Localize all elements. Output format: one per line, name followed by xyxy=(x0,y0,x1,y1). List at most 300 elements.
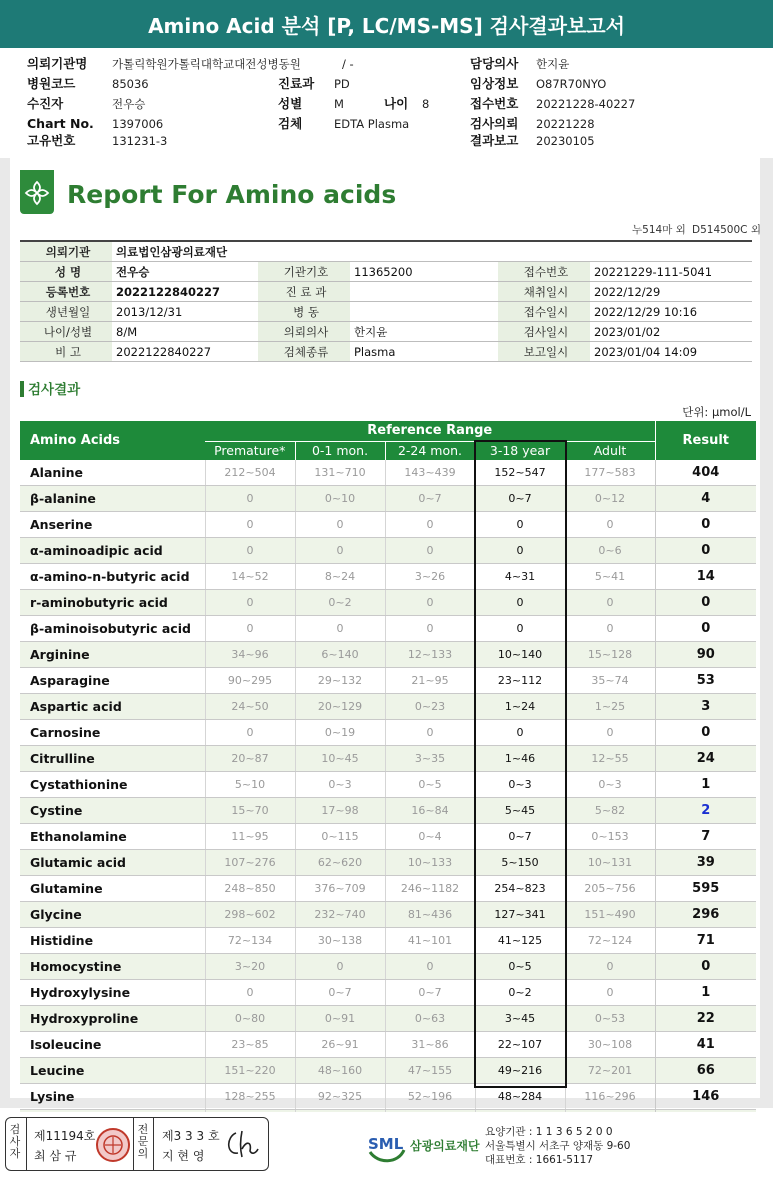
info-label: 채취일시 xyxy=(498,282,590,302)
info-label: 보고일시 xyxy=(498,342,590,362)
patient-info-row xyxy=(20,241,752,262)
header-value: 1397006 xyxy=(112,117,164,131)
table-row xyxy=(20,954,756,980)
result-value: 14 xyxy=(655,564,756,590)
amino-acid-name: Histidine xyxy=(20,928,205,954)
reference-value: 5~45 xyxy=(475,798,565,824)
result-value: 22 xyxy=(655,1006,756,1032)
reference-value: 10~140 xyxy=(475,642,565,668)
reference-value: 254~823 xyxy=(475,876,565,902)
amino-acid-name: r-aminobutyric acid xyxy=(20,590,205,616)
amino-acid-name: Asparagine xyxy=(20,668,205,694)
reference-value: 5~82 xyxy=(565,798,655,824)
table-row xyxy=(20,642,756,668)
reference-value: 72~201 xyxy=(565,1058,655,1084)
reference-value: 29~132 xyxy=(295,668,385,694)
info-label: 등록번호 xyxy=(20,282,112,302)
reference-value: 5~150 xyxy=(475,850,565,876)
header-value: 131231-3 xyxy=(112,134,168,148)
reference-value: 23~85 xyxy=(205,1032,295,1058)
signature-icon xyxy=(222,1127,262,1161)
lab-name: 삼광의료재단 xyxy=(410,1139,480,1153)
result-value: 3 xyxy=(655,694,756,720)
reference-value: 212~504 xyxy=(205,460,295,486)
info-value: 2022/12/29 10:16 xyxy=(590,302,752,322)
info-value: 2022/12/29 xyxy=(590,282,752,302)
inspector-name: 최 삼 규 xyxy=(34,1149,77,1163)
result-value: 53 xyxy=(655,668,756,694)
divider xyxy=(153,1117,154,1171)
reference-value: 0 xyxy=(295,538,385,564)
amino-acid-name: Carnosine xyxy=(20,720,205,746)
sml-logo-icon xyxy=(366,1124,406,1164)
table-row xyxy=(20,1032,756,1058)
reference-value: 151~220 xyxy=(205,1058,295,1084)
reference-value: 20~87 xyxy=(205,746,295,772)
amino-acid-name: Ethanolamine xyxy=(20,824,205,850)
reference-value: 0 xyxy=(565,512,655,538)
result-value: 24 xyxy=(655,746,756,772)
reference-value: 0 xyxy=(385,720,475,746)
patient-info-table xyxy=(20,240,752,362)
info-label: 진 료 과 xyxy=(258,282,350,302)
reference-value: 0~153 xyxy=(565,824,655,850)
info-value xyxy=(350,282,498,302)
reference-value: 298~602 xyxy=(205,902,295,928)
reference-value: 10~133 xyxy=(385,850,475,876)
reference-value: 0~10 xyxy=(295,486,385,512)
info-value: 20221229-111-5041 xyxy=(590,262,752,282)
info-label: 검사일시 xyxy=(498,322,590,342)
reference-value: 24~50 xyxy=(205,694,295,720)
reference-value: 0~7 xyxy=(475,824,565,850)
result-value: 0 xyxy=(655,512,756,538)
reference-value: 0~2 xyxy=(475,980,565,1006)
reference-value: 3~26 xyxy=(385,564,475,590)
divider xyxy=(133,1117,134,1171)
header-value: 20221228 xyxy=(536,117,595,131)
reference-value: 127~341 xyxy=(475,902,565,928)
table-row xyxy=(20,668,756,694)
reference-value: 5~41 xyxy=(565,564,655,590)
header-value: 20230105 xyxy=(536,134,595,148)
info-value: Plasma xyxy=(350,342,498,362)
reference-value: 72~134 xyxy=(205,928,295,954)
result-value: 41 xyxy=(655,1032,756,1058)
reference-value: 0~115 xyxy=(295,824,385,850)
report-code: 누514마 외 xyxy=(632,224,686,236)
reference-value: 0~3 xyxy=(565,772,655,798)
reference-value: 0 xyxy=(565,980,655,1006)
info-value: 2023/01/02 xyxy=(590,322,752,342)
reference-value: 20~129 xyxy=(295,694,385,720)
reference-value: 1~46 xyxy=(475,746,565,772)
info-value: 한지윤 xyxy=(350,322,498,342)
info-value: 11365200 xyxy=(350,262,498,282)
patient-info-row xyxy=(20,262,752,282)
reference-value: 0 xyxy=(205,590,295,616)
reference-value: 0~3 xyxy=(475,772,565,798)
header-value: O87R70NYO xyxy=(536,77,607,91)
table-row xyxy=(20,1084,756,1110)
result-value: 66 xyxy=(655,1058,756,1084)
reference-value: 1~24 xyxy=(475,694,565,720)
result-value: 2 xyxy=(655,798,756,824)
reference-value: 246~1182 xyxy=(385,876,475,902)
col-amino-acids: Amino Acids xyxy=(20,421,205,460)
info-value xyxy=(350,302,498,322)
reference-value: 15~128 xyxy=(565,642,655,668)
table-row xyxy=(20,876,756,902)
reference-value: 16~84 xyxy=(385,798,475,824)
reference-value: 15~70 xyxy=(205,798,295,824)
reference-value: 0~7 xyxy=(475,486,565,512)
reference-value: 0 xyxy=(475,720,565,746)
amino-acid-name: Alanine xyxy=(20,460,205,486)
reference-value: 6~140 xyxy=(295,642,385,668)
info-value: 2013/12/31 xyxy=(112,302,258,322)
patient-info-row xyxy=(20,342,752,362)
section-bar xyxy=(20,381,24,397)
header-label: 성별 xyxy=(278,96,303,111)
lab-info-line: 대표번호 : 1661-5117 xyxy=(485,1154,594,1166)
result-value: 404 xyxy=(655,460,756,486)
reference-value: 92~325 xyxy=(295,1084,385,1110)
col-age-3: 3-18 year xyxy=(475,441,565,460)
reference-value: 21~95 xyxy=(385,668,475,694)
amino-acid-name: Leucine xyxy=(20,1058,205,1084)
result-value: 7 xyxy=(655,824,756,850)
table-row xyxy=(20,980,756,1006)
reference-value: 10~131 xyxy=(565,850,655,876)
header-label: 나이 xyxy=(384,96,409,111)
reference-value: 0~80 xyxy=(205,1006,295,1032)
reference-value: 30~108 xyxy=(565,1032,655,1058)
reference-value: 0~5 xyxy=(475,954,565,980)
result-value: 0 xyxy=(655,590,756,616)
reference-value: 31~86 xyxy=(385,1032,475,1058)
reference-value: 41~125 xyxy=(475,928,565,954)
info-label: 나이/성별 xyxy=(20,322,112,342)
reference-value: 0~2 xyxy=(295,590,385,616)
table-row xyxy=(20,928,756,954)
header-value: M xyxy=(334,97,344,111)
reference-value: 3~35 xyxy=(385,746,475,772)
col-age-4: Adult xyxy=(565,441,655,460)
header-label: 접수번호 xyxy=(470,96,519,111)
info-value: 2022122840227 xyxy=(112,342,258,362)
result-value: 0 xyxy=(655,954,756,980)
reference-value: 0 xyxy=(205,980,295,1006)
amino-acid-name: β-aminoisobutyric acid xyxy=(20,616,205,642)
result-value: 71 xyxy=(655,928,756,954)
reference-value: 0~53 xyxy=(565,1006,655,1032)
reference-value: 72~124 xyxy=(565,928,655,954)
info-label: 비 고 xyxy=(20,342,112,362)
amino-acid-name: Arginine xyxy=(20,642,205,668)
reference-value: 131~710 xyxy=(295,460,385,486)
header-value: / - xyxy=(342,57,354,71)
inspector-number: 제11194호 xyxy=(34,1129,96,1143)
table-row xyxy=(20,590,756,616)
table-row xyxy=(20,460,756,486)
reference-value: 0~91 xyxy=(295,1006,385,1032)
table-row xyxy=(20,798,756,824)
table-row xyxy=(20,616,756,642)
reference-value: 23~112 xyxy=(475,668,565,694)
header-label: 담당의사 xyxy=(470,56,519,71)
info-label: 생년월일 xyxy=(20,302,112,322)
amino-acid-name: Lysine xyxy=(20,1084,205,1110)
reference-value: 151~490 xyxy=(565,902,655,928)
lab-logo-icon xyxy=(20,170,54,214)
amino-acid-name: Hydroxyproline xyxy=(20,1006,205,1032)
reference-value: 34~96 xyxy=(205,642,295,668)
reference-value: 0~7 xyxy=(385,980,475,1006)
header-label: 진료과 xyxy=(278,76,315,91)
unit-label: 단위: μmol/L xyxy=(682,405,751,419)
reference-value: 0 xyxy=(565,590,655,616)
table-row xyxy=(20,746,756,772)
amino-acid-name: Hydroxylysine xyxy=(20,980,205,1006)
divider xyxy=(26,1117,27,1171)
reference-value: 48~160 xyxy=(295,1058,385,1084)
reference-value: 14~52 xyxy=(205,564,295,590)
reference-value: 205~756 xyxy=(565,876,655,902)
header-value: 가톨릭학원가톨릭대학교대전성병동원 xyxy=(112,57,301,71)
section-title-text: 검사결과 xyxy=(28,382,81,398)
reference-value: 5~10 xyxy=(205,772,295,798)
reference-value: 0 xyxy=(295,512,385,538)
reference-value: 116~296 xyxy=(565,1084,655,1110)
info-value: 2023/01/04 14:09 xyxy=(590,342,752,362)
reference-value: 0 xyxy=(475,538,565,564)
reference-value: 0 xyxy=(385,954,475,980)
report-subtitle: Report For Amino acids xyxy=(67,180,397,209)
table-row xyxy=(20,1058,756,1084)
result-value: 1 xyxy=(655,772,756,798)
info-value: 의료법인삼광의료재단 xyxy=(112,241,752,262)
result-value: 4 xyxy=(655,486,756,512)
header-label: 결과보고 xyxy=(470,133,519,148)
reference-value: 376~709 xyxy=(295,876,385,902)
table-row xyxy=(20,824,756,850)
reference-value: 3~20 xyxy=(205,954,295,980)
reference-value: 35~74 xyxy=(565,668,655,694)
reference-value: 0 xyxy=(565,720,655,746)
result-value: 0 xyxy=(655,538,756,564)
reference-value: 8~24 xyxy=(295,564,385,590)
amino-acid-table xyxy=(20,421,756,1136)
reference-value: 48~284 xyxy=(475,1084,565,1110)
reference-value: 0 xyxy=(385,616,475,642)
info-label: 접수번호 xyxy=(498,262,590,282)
reference-value: 4~31 xyxy=(475,564,565,590)
reference-value: 0~7 xyxy=(295,980,385,1006)
reference-value: 0~5 xyxy=(385,772,475,798)
reference-value: 0~23 xyxy=(385,694,475,720)
reference-value: 30~138 xyxy=(295,928,385,954)
reference-value: 0~3 xyxy=(295,772,385,798)
reference-value: 49~216 xyxy=(475,1058,565,1084)
reference-value: 107~276 xyxy=(205,850,295,876)
table-row xyxy=(20,538,756,564)
reference-value: 0~19 xyxy=(295,720,385,746)
result-value: 296 xyxy=(655,902,756,928)
table-row xyxy=(20,902,756,928)
result-value: 39 xyxy=(655,850,756,876)
info-label: 의뢰기관 xyxy=(20,241,112,262)
info-label: 접수일시 xyxy=(498,302,590,322)
reference-value: 47~155 xyxy=(385,1058,475,1084)
reference-value: 1~25 xyxy=(565,694,655,720)
reference-value: 0 xyxy=(475,590,565,616)
report-main-title: Amino Acid 분석 [P, LC/MS-MS] 검사결과보고서 xyxy=(148,14,625,38)
info-label: 검체종류 xyxy=(258,342,350,362)
reference-value: 0~4 xyxy=(385,824,475,850)
reference-value: 81~436 xyxy=(385,902,475,928)
reference-value: 12~133 xyxy=(385,642,475,668)
header-value: 20221228-40227 xyxy=(536,97,636,111)
reference-value: 0 xyxy=(205,486,295,512)
patient-info-row xyxy=(20,322,752,342)
table-row xyxy=(20,772,756,798)
reference-value: 0~6 xyxy=(565,538,655,564)
header-value: PD xyxy=(334,77,350,91)
amino-acid-name: Cystathionine xyxy=(20,772,205,798)
info-label: 병 동 xyxy=(258,302,350,322)
reference-value: 0 xyxy=(295,954,385,980)
report-code: D514500C 외 xyxy=(692,224,761,236)
reference-value: 177~583 xyxy=(565,460,655,486)
table-row xyxy=(20,720,756,746)
table-row xyxy=(20,564,756,590)
lab-info-line: 요양기관 : 1 1 3 6 5 2 0 0 xyxy=(485,1126,613,1138)
reference-value: 152~547 xyxy=(475,460,565,486)
amino-acid-name: Glycine xyxy=(20,902,205,928)
header-value: 한지윤 xyxy=(536,57,570,71)
result-value: 595 xyxy=(655,876,756,902)
reference-value: 41~101 xyxy=(385,928,475,954)
header-label: 수진자 xyxy=(27,96,64,111)
header-label: 병원코드 xyxy=(27,76,76,91)
reference-value: 0 xyxy=(385,512,475,538)
header-label: 의뢰기관명 xyxy=(27,56,88,71)
amino-acid-name: Isoleucine xyxy=(20,1032,205,1058)
reference-value: 90~295 xyxy=(205,668,295,694)
reference-value: 0 xyxy=(385,538,475,564)
seal-stamp-icon xyxy=(95,1127,131,1163)
patient-info-row xyxy=(20,282,752,302)
amino-acid-name: α-amino-n-butyric acid xyxy=(20,564,205,590)
reference-value: 0 xyxy=(205,538,295,564)
reference-value: 22~107 xyxy=(475,1032,565,1058)
table-row xyxy=(20,694,756,720)
lab-info xyxy=(485,1125,630,1167)
header-value: EDTA Plasma xyxy=(334,117,410,131)
info-value: 전우승 xyxy=(112,262,258,282)
doctor-label: 전문의 xyxy=(137,1123,149,1160)
header-value: 85036 xyxy=(112,77,149,91)
report-title-bar xyxy=(0,0,773,48)
section-title xyxy=(20,378,80,398)
info-label: 성 명 xyxy=(20,262,112,282)
patient-info-row xyxy=(20,302,752,322)
amino-acid-name: Glutamine xyxy=(20,876,205,902)
result-value: 1 xyxy=(655,980,756,1006)
col-age-2: 2-24 mon. xyxy=(385,441,475,460)
reference-value: 0 xyxy=(205,616,295,642)
result-value: 90 xyxy=(655,642,756,668)
reference-value: 0 xyxy=(385,590,475,616)
header-label: 고유번호 xyxy=(27,133,76,148)
table-row xyxy=(20,1006,756,1032)
reference-value: 52~196 xyxy=(385,1084,475,1110)
reference-value: 10~45 xyxy=(295,746,385,772)
reference-value: 0 xyxy=(205,720,295,746)
col-age-1: 0-1 mon. xyxy=(295,441,385,460)
doctor-name: 지 현 영 xyxy=(162,1149,205,1163)
header-label: Chart No. xyxy=(27,116,94,131)
reference-value: 0 xyxy=(565,616,655,642)
reference-value: 26~91 xyxy=(295,1032,385,1058)
reference-value: 3~45 xyxy=(475,1006,565,1032)
sml-logo xyxy=(366,1124,406,1164)
header-label: 검체 xyxy=(278,116,303,131)
table-row xyxy=(20,850,756,876)
header-value: 전우승 xyxy=(112,97,146,111)
reference-value: 0 xyxy=(205,512,295,538)
result-value: 0 xyxy=(655,616,756,642)
reference-value: 0~7 xyxy=(385,486,475,512)
amino-acid-name: Glutamic acid xyxy=(20,850,205,876)
doctor-number: 제3 3 3 호 xyxy=(162,1129,220,1143)
table-row xyxy=(20,486,756,512)
reference-value: 143~439 xyxy=(385,460,475,486)
reference-value: 128~255 xyxy=(205,1084,295,1110)
reference-value: 232~740 xyxy=(295,902,385,928)
amino-acid-name: Aspartic acid xyxy=(20,694,205,720)
lab-info-line: 서울특별시 서초구 양재동 9-60 xyxy=(485,1140,631,1152)
amino-acid-name: Cystine xyxy=(20,798,205,824)
reference-value: 0 xyxy=(565,954,655,980)
amino-acid-name: α-aminoadipic acid xyxy=(20,538,205,564)
inspector-label: 검사자 xyxy=(9,1123,21,1160)
col-reference-range: Reference Range xyxy=(205,421,655,441)
table-row xyxy=(20,512,756,538)
info-label: 기관기호 xyxy=(258,262,350,282)
reference-value: 0~12 xyxy=(565,486,655,512)
header-label: 임상정보 xyxy=(470,76,519,91)
amino-acid-name: β-alanine xyxy=(20,486,205,512)
result-value: 0 xyxy=(655,720,756,746)
reference-value: 0~63 xyxy=(385,1006,475,1032)
svg-text:SML: SML xyxy=(368,1135,404,1153)
info-value: 2022122840227 xyxy=(112,282,258,302)
info-label: 의뢰의사 xyxy=(258,322,350,342)
reference-value: 0 xyxy=(295,616,385,642)
amino-acid-name: Anserine xyxy=(20,512,205,538)
reference-value: 11~95 xyxy=(205,824,295,850)
col-age-0: Premature* xyxy=(205,441,295,460)
header-label: 검사의뢰 xyxy=(470,116,519,131)
col-result: Result xyxy=(655,421,756,460)
amino-acid-name: Citrulline xyxy=(20,746,205,772)
reference-value: 248~850 xyxy=(205,876,295,902)
info-value: 8/M xyxy=(112,322,258,342)
reference-value: 0 xyxy=(475,616,565,642)
amino-acid-name: Homocystine xyxy=(20,954,205,980)
